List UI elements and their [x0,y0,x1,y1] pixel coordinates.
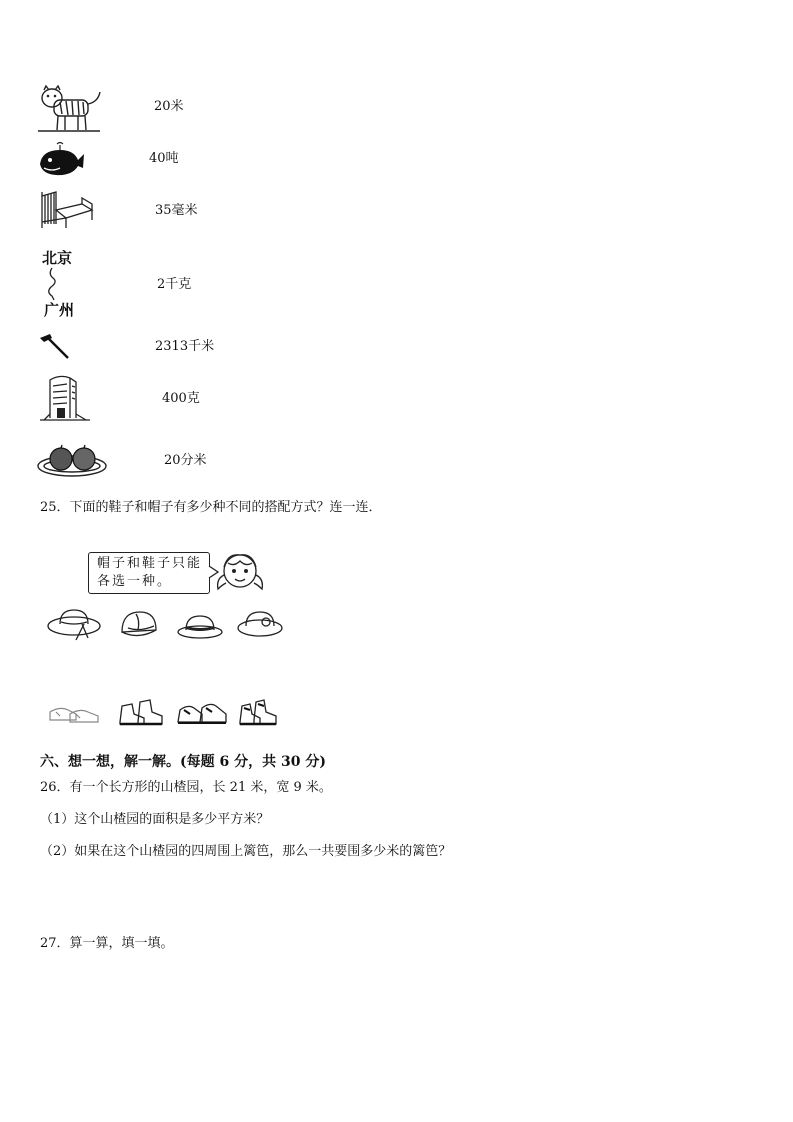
shoe-high-top-icon [236,696,280,728]
speech-bubble [88,552,210,594]
question-26-sub-2: （2）如果在这个山楂园的四周围上篱笆，那么一共要围多少米的篱笆？ [40,844,452,859]
section-6-heading: 六、想一想，解一解。(每题 6 分，共 30 分) [40,754,326,770]
fruit-plate-icon [36,444,110,478]
map-label-beijing: 北京 [42,249,73,267]
tiger-icon [38,84,102,134]
whale-icon [38,142,86,178]
speech-line-2: 各选一种。 [97,574,173,589]
question-27: 27．算一算，填一填。 [40,936,174,951]
map-label-guangzhou: 广州 [44,301,75,319]
value-35mm: 35毫米 [155,203,198,218]
shoe-sneaker-icon [46,700,102,726]
hat-flower-icon [236,608,284,640]
value-20dm: 20分米 [164,453,207,468]
shoe-boot-icon [116,694,166,728]
bed-icon [38,188,94,232]
nail-icon [38,332,72,360]
hat-fedora-icon [176,612,224,640]
hat-cap-icon [118,608,162,642]
question-26: 26．有一个长方形的山楂园，长 21 米，宽 9 米。 [40,780,332,795]
value-2313km: 2313千米 [155,339,215,354]
value-40t: 40吨 [149,151,179,166]
value-20m: 20米 [154,99,184,114]
girl-icon [214,547,266,597]
value-2kg: 2千克 [157,277,192,292]
hat-wide-brim-icon [46,608,102,642]
speech-line-1: 帽子和鞋子只能 [97,556,203,571]
building-icon [38,372,92,422]
route-line [44,268,64,300]
question-26-sub-1: （1）这个山楂园的面积是多少平方米？ [40,812,270,827]
shoe-lace-icon [176,698,228,728]
value-400g: 400克 [162,391,200,406]
question-25: 25．下面的鞋子和帽子有多少种不同的搭配方式？连一连． [40,500,382,515]
